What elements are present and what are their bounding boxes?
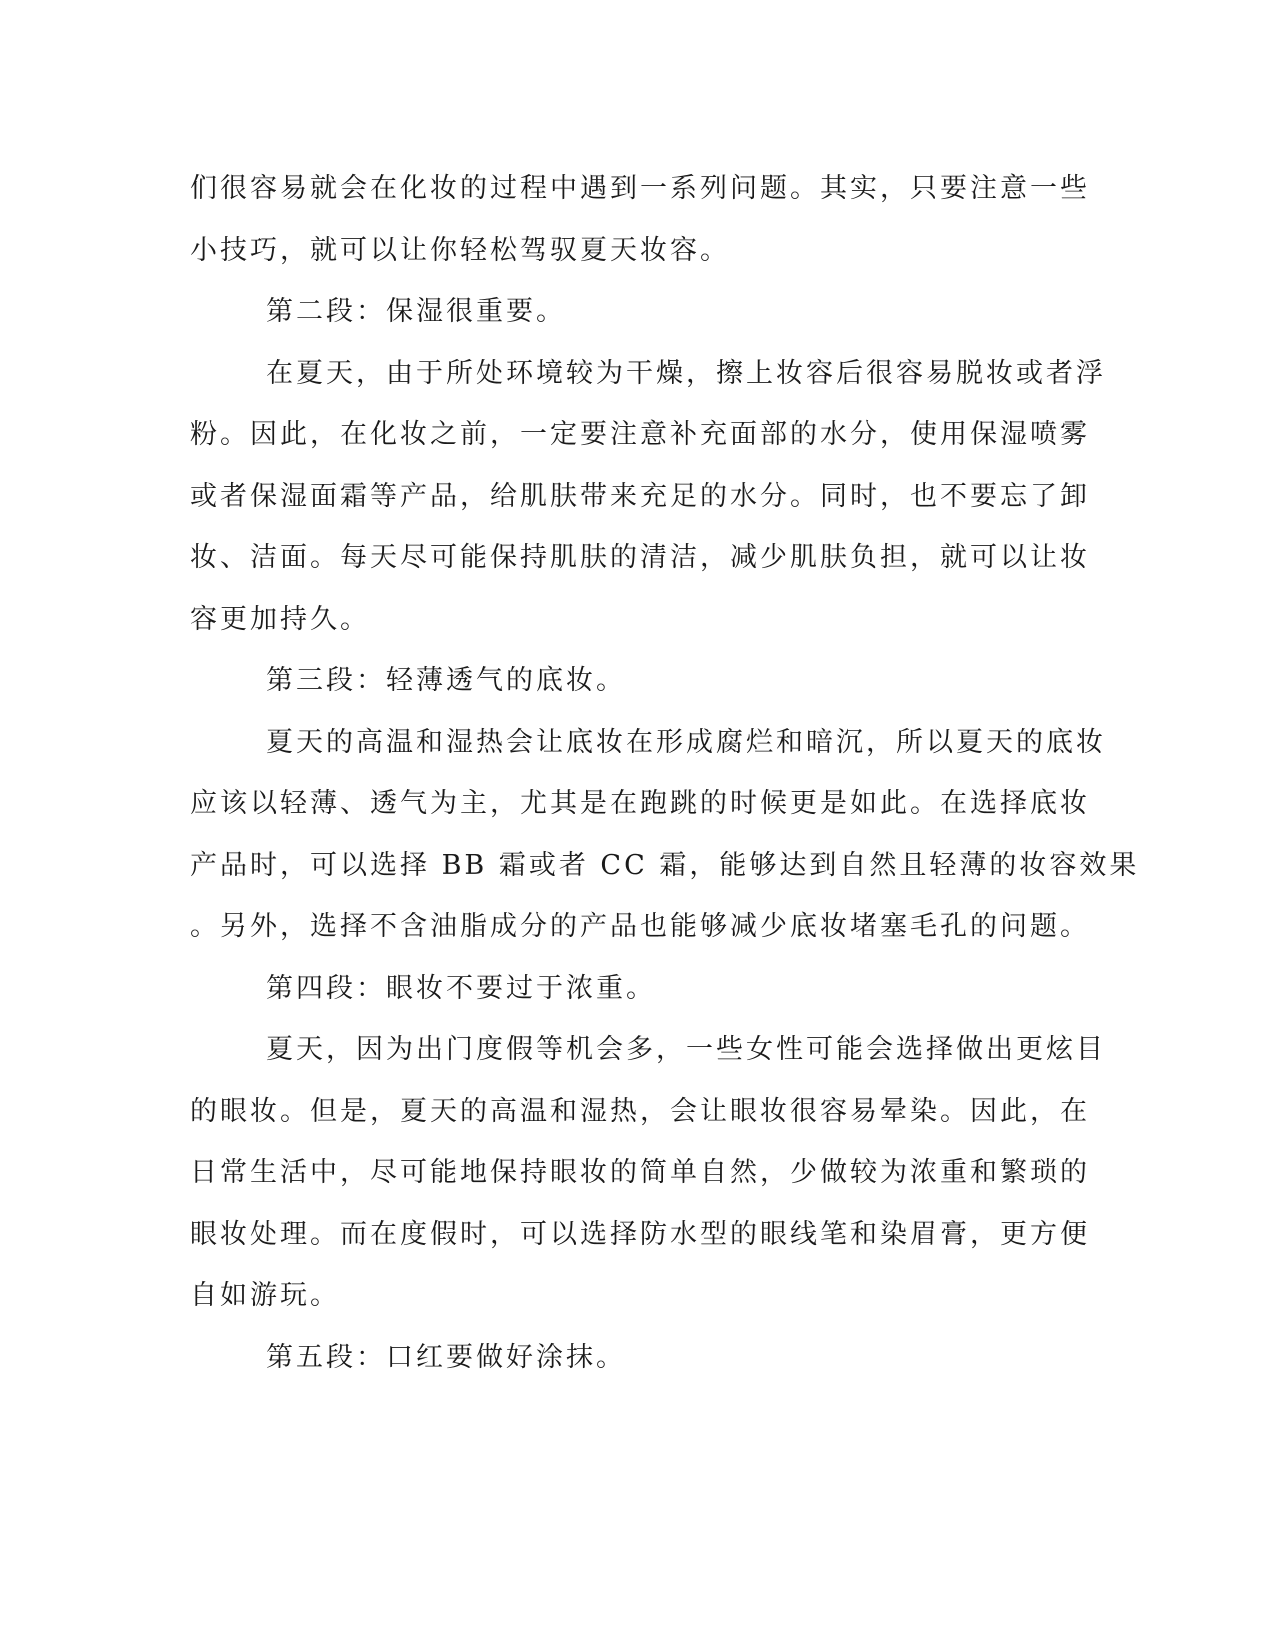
section-heading-5: 第五段：口红要做好涂抹。: [266, 1341, 626, 1373]
text-line: 自如游玩。: [190, 1280, 340, 1311]
text-line: 在夏天，由于所处环境较为干燥，擦上妆容后很容易脱妆或者浮: [266, 357, 1106, 389]
section-heading-3: 第三段：轻薄透气的底妆。: [266, 665, 626, 696]
text-line: 眼妆处理。而在度假时，可以选择防水型的眼线笔和染眉膏，更方便: [190, 1218, 1090, 1250]
text-line: 应该以轻薄、透气为主，尤其是在跑跳的时候更是如此。在选择底妆: [190, 788, 1090, 819]
text-line: 日常生活中，尽可能地保持眼妆的简单自然，少做较为浓重和繁琐的: [190, 1157, 1090, 1188]
section-heading-4: 第四段：眼妆不要过于浓重。: [266, 972, 656, 1004]
text-line: 们很容易就会在化妆的过程中遇到一系列问题。其实，只要注意一些: [190, 173, 1090, 204]
text-line: 的眼妆。但是，夏天的高温和湿热，会让眼妆很容易晕染。因此，在: [190, 1095, 1090, 1127]
section-heading-2: 第二段：保湿很重要。: [266, 296, 566, 327]
text-line: 容更加持久。: [190, 603, 370, 635]
text-line: 或者保湿面霜等产品，给肌肤带来充足的水分。同时，也不要忘了卸: [190, 480, 1090, 512]
text-line: 夏天的高温和湿热会让底妆在形成腐烂和暗沉，所以夏天的底妆: [266, 726, 1106, 758]
text-line: 粉。因此，在化妆之前，一定要注意补充面部的水分，使用保湿喷雾: [190, 419, 1090, 450]
text-line: 小技巧，就可以让你轻松驾驭夏天妆容。: [190, 234, 730, 266]
text-line: 妆、洁面。每天尽可能保持肌肤的清洁，减少肌肤负担，就可以让妆: [190, 542, 1090, 573]
text-line: 产品时，可以选择 BB 霜或者 CC 霜，能够达到自然且轻薄的妆容效果: [190, 849, 1140, 881]
document-body: [190, 158, 1140, 1388]
text-line: 。另外，选择不含油脂成分的产品也能够减少底妆堵塞毛孔的问题。: [190, 911, 1090, 942]
text-line: 夏天，因为出门度假等机会多，一些女性可能会选择做出更炫目: [266, 1034, 1106, 1065]
